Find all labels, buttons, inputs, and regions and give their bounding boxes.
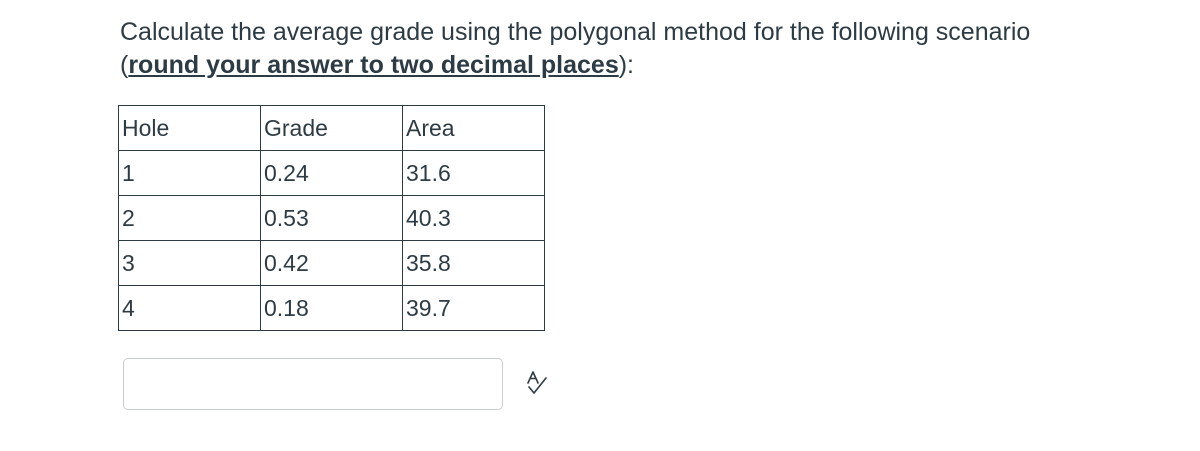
- answer-input[interactable]: [123, 358, 503, 410]
- cell-area: 39.7: [403, 286, 545, 331]
- cell-area: 40.3: [403, 196, 545, 241]
- cell-hole: 3: [119, 241, 261, 286]
- cell-hole: 4: [119, 286, 261, 331]
- header-grade: Grade: [261, 106, 403, 151]
- spell-check-icon[interactable]: [524, 370, 550, 396]
- cell-grade: 0.53: [261, 196, 403, 241]
- table-row: [119, 241, 545, 286]
- question-line-1: Calculate the average grade using the polygonal method for the following scenario: [120, 18, 1031, 46]
- cell-grade: 0.24: [261, 151, 403, 196]
- question-paren-open: (: [120, 51, 129, 79]
- cell-hole: 1: [119, 151, 261, 196]
- header-hole: Hole: [119, 106, 261, 151]
- cell-grade: 0.18: [261, 286, 403, 331]
- question-paren-close: ):: [618, 51, 635, 79]
- data-table: [118, 105, 545, 331]
- question-text: [120, 16, 1120, 82]
- question-instruction: round your answer to two decimal places: [128, 51, 619, 79]
- table-header-row: [119, 106, 545, 151]
- cell-area: 35.8: [403, 241, 545, 286]
- table-row: [119, 286, 545, 331]
- cell-grade: 0.42: [261, 241, 403, 286]
- cell-area: 31.6: [403, 151, 545, 196]
- cell-hole: 2: [119, 196, 261, 241]
- header-area: Area: [403, 106, 545, 151]
- table-row: [119, 151, 545, 196]
- table-row: [119, 196, 545, 241]
